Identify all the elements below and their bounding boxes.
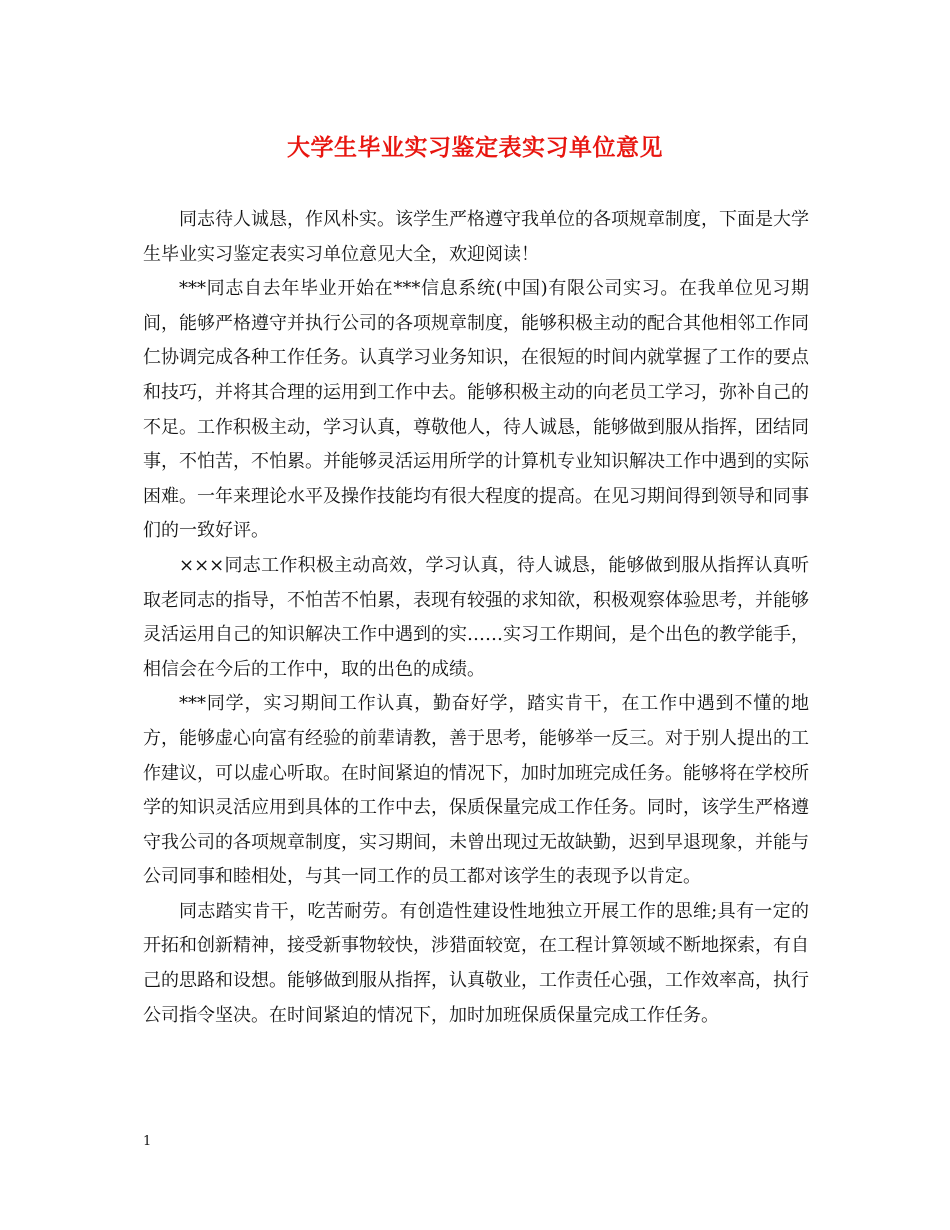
paragraph-comment-3: ***同学，实习期间工作认真，勤奋好学，踏实肯干，在工作中遇到不懂的地方，能够虚心向富有经验的前辈请教，善于思考，能够举一反三。对于别人提出的工作建议，可以虚心听取。在时间紧迫的情况下，加时加班完成任务。能够将在学校所学的知识灵活应用到具体的工作中去，保质保量完成工作任务。同时，该学生严格遵守我公司的各项规章制度，实习期间，未曾出现过无故缺勤，迟到早退现象，并能与公司同事和睦相处，与其一同工作的员工都对该学生的表现予以肯定。 xyxy=(143,693,809,888)
page-number: 1 xyxy=(143,1134,152,1149)
paragraph-intro: 同志待人诚恳，作风朴实。该学生严格遵守我单位的各项规章制度，下面是大学生毕业实习鉴定表实习单位意见大全，欢迎阅读！ xyxy=(143,209,809,265)
document-body xyxy=(143,203,809,1033)
document-title: 大学生毕业实习鉴定表实习单位意见 xyxy=(287,134,663,161)
paragraph-comment-1: ***同志自去年毕业开始在***信息系统(中国)有限公司实习。在我单位见习期间，能够严格遵守并执行公司的各项规章制度，能够积极主动的配合其他相邻工作同仁协调完成各种工作任务。认真学习业务知识，在很短的时间内就掌握了工作的要点和技巧，并将其合理的运用到工作中去。能够积极主动的向老员工学习，弥补自己的不足。工作积极主动，学习认真，尊敬他人，待人诚恳，能够做到服从指挥，团结同事，不怕苦，不怕累。并能够灵活运用所学的计算机专业知识解决工作中遇到的实际困难。一年来理论水平及操作技能均有很大程度的提高。在见习期间得到领导和同事们的一致好评。 xyxy=(143,278,809,542)
paragraph-comment-2: ×××同志工作积极主动高效，学习认真，待人诚恳，能够做到服从指挥认真听取老同志的指导，不怕苦不怕累，表现有较强的求知欲，积极观察体验思考，并能够灵活运用自己的知识解决工作中遇到的实……实习工作期间，是个出色的教学能手，相信会在今后的工作中，取的出色的成绩。 xyxy=(143,554,809,680)
paragraph-comment-4: 同志踏实肯干，吃苦耐劳。有创造性建设性地独立开展工作的思维;具有一定的开拓和创新精神，接受新事物较快，涉猎面较宽，在工程计算领域不断地探索，有自己的思路和设想。能够做到服从指挥，认真敬业，工作责任心强，工作效率高，执行公司指令坚决。在时间紧迫的情况下，加时加班保质保量完成工作任务。 xyxy=(143,900,809,1026)
